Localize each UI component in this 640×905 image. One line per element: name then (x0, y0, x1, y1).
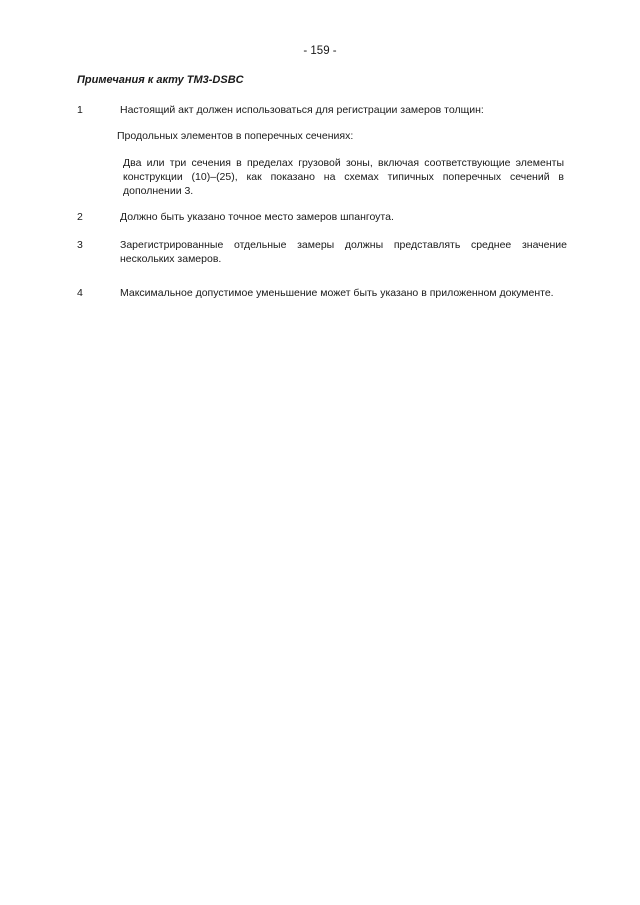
note-3 (77, 238, 567, 266)
note-text: Зарегистрированные отдельные замеры должны представлять среднее значение нескольких замеров. (120, 239, 567, 265)
note-text: Максимальное допустимое уменьшение может быть указано в приложенном документе. (120, 287, 554, 299)
section-title: Примечания к акту TM3-DSBC (77, 74, 244, 86)
note-1-subheading: Продольных элементов в поперечных сечениях: (117, 130, 354, 142)
note-number: 3 (77, 239, 83, 251)
note-1-detail: Два или три сечения в пределах грузовой зоны, включая соответствующие элементы конструкции (10)–(25), как показано на схемах типичных поперечных сечений в дополнении 3. (123, 157, 564, 197)
page-number: - 159 - (303, 45, 337, 57)
note-2 (77, 210, 567, 224)
note-number: 1 (77, 104, 83, 116)
note-text: Настоящий акт должен использоваться для регистрации замеров толщин: (120, 104, 484, 116)
note-4 (77, 286, 567, 314)
note-1 (77, 103, 567, 117)
note-number: 2 (77, 211, 83, 223)
note-text: Должно быть указано точное место замеров шпангоута. (120, 211, 394, 223)
note-number: 4 (77, 287, 83, 299)
